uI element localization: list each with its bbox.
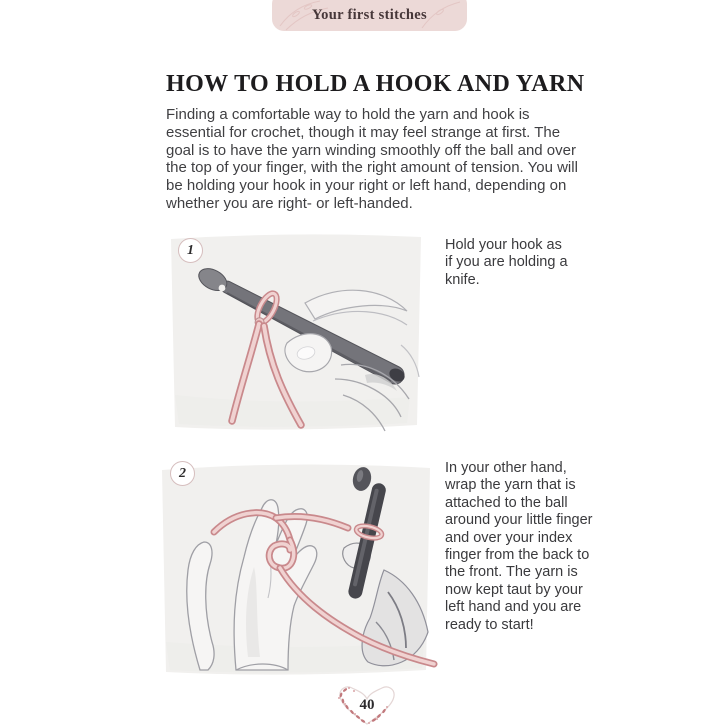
step-1-number-badge (178, 238, 203, 263)
page-title: HOW TO HOLD A HOOK AND YARN (166, 71, 585, 98)
step-2-caption: In your other hand, wrap the yarn that is attached to the ball around your little finger and over your index finger from the back to the front. The yarn is now kept taut by your left hand and you are ready to start! (445, 460, 593, 633)
step-2-number-badge (170, 461, 195, 486)
step-1-number: 1 (187, 242, 194, 258)
yarn-tension-hands-drawing-icon (148, 452, 440, 682)
step-1-caption: Hold your hook as if you are holding a knife. (445, 237, 568, 288)
page-number: 40 (359, 696, 375, 713)
chapter-tab (272, 0, 467, 31)
step-2-illustration (148, 452, 440, 682)
intro-paragraph: Finding a comfortable way to hold the yarn and hook is essential for crochet, though it may feel strange at first. The goal is to have the yarn winding smoothly off the ball and over the top of your finger, with the right amount of tension. You will be holding your hook in your right or left hand, depending on whether you are right- or left-handed. (166, 106, 578, 212)
chapter-tab-label: Your first stitches (312, 7, 427, 23)
step-2-number: 2 (179, 465, 186, 481)
